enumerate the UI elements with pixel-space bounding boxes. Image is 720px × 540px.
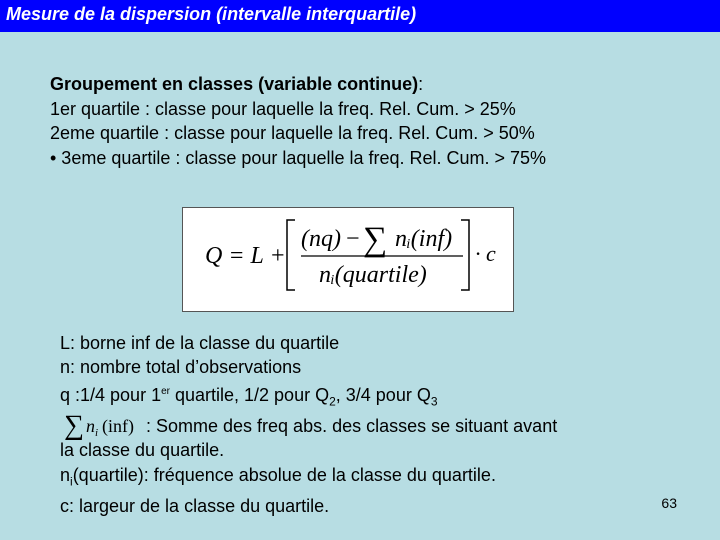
formula-box <box>182 207 514 312</box>
intro-block <box>50 72 546 170</box>
sum-icon: ∑ <box>363 221 388 258</box>
formula-numerator-open: (nq) <box>301 226 341 252</box>
def-q-sub2: 2 <box>329 394 336 409</box>
svg-text:∑: ∑ <box>64 409 84 440</box>
intro-heading: Groupement en classes (variable continue) <box>50 74 419 94</box>
def-ni <box>60 463 557 494</box>
def-sum <box>60 409 558 440</box>
left-bracket <box>287 220 295 290</box>
def-ni-sub: i <box>70 474 73 489</box>
svg-text:i: i <box>95 426 99 439</box>
quartile-formula <box>183 208 513 311</box>
def-sum-desc-2: la classe du quartile. <box>60 440 225 461</box>
def-n: n: nombre total d’observations <box>60 357 302 378</box>
page-title: Mesure de la dispersion (intervalle interquartile) <box>6 4 417 24</box>
intro-line-2: 2eme quartile : classe pour laquelle la freq. Rel. Cum. > 50% <box>50 123 535 143</box>
def-q-a: q :1/4 pour 1 <box>60 384 162 405</box>
def-ni-b: (quartile): fréquence absolue de la classe du quartile. <box>72 464 496 485</box>
intro-line-1: 1er quartile : classe pour laquelle la freq. Rel. Cum. > 25% <box>50 98 516 119</box>
def-q-sup: er <box>161 385 170 397</box>
intro-line-3: • 3eme quartile : classe pour laquelle la freq. Rel. Cum. > 75% <box>50 147 547 168</box>
formula-minus: − <box>346 226 360 252</box>
def-q-b: quartile, 1/2 pour Q <box>169 384 330 405</box>
intro-heading-line <box>50 72 546 97</box>
def-q <box>60 380 557 414</box>
def-c: c: largeur de la classe du quartile. <box>60 495 330 516</box>
page-number: 63 <box>661 495 677 511</box>
formula-denominator: nᵢ(quartile) <box>319 262 427 288</box>
formula-times: · c <box>475 241 496 266</box>
svg-text:n: n <box>86 415 95 436</box>
def-ni-a: n <box>60 464 71 485</box>
def-L: L: borne inf de la classe du quartile <box>60 333 340 353</box>
formula-sum-term: nᵢ(inf) <box>395 226 453 252</box>
formula-lhs: Q = L + <box>205 243 286 269</box>
def-q-sub3: 3 <box>430 394 438 409</box>
def-q-c: , 3/4 pour Q <box>335 384 431 405</box>
title-bar <box>0 0 720 32</box>
sum-ni-inf-icon <box>60 410 150 440</box>
def-sum-desc: : Somme des freq abs. des classes se situant avant <box>146 415 558 436</box>
definitions-block <box>60 331 557 518</box>
svg-text:(inf): (inf) <box>102 415 134 436</box>
right-bracket <box>461 220 469 290</box>
intro-heading-suffix: : <box>418 74 424 94</box>
